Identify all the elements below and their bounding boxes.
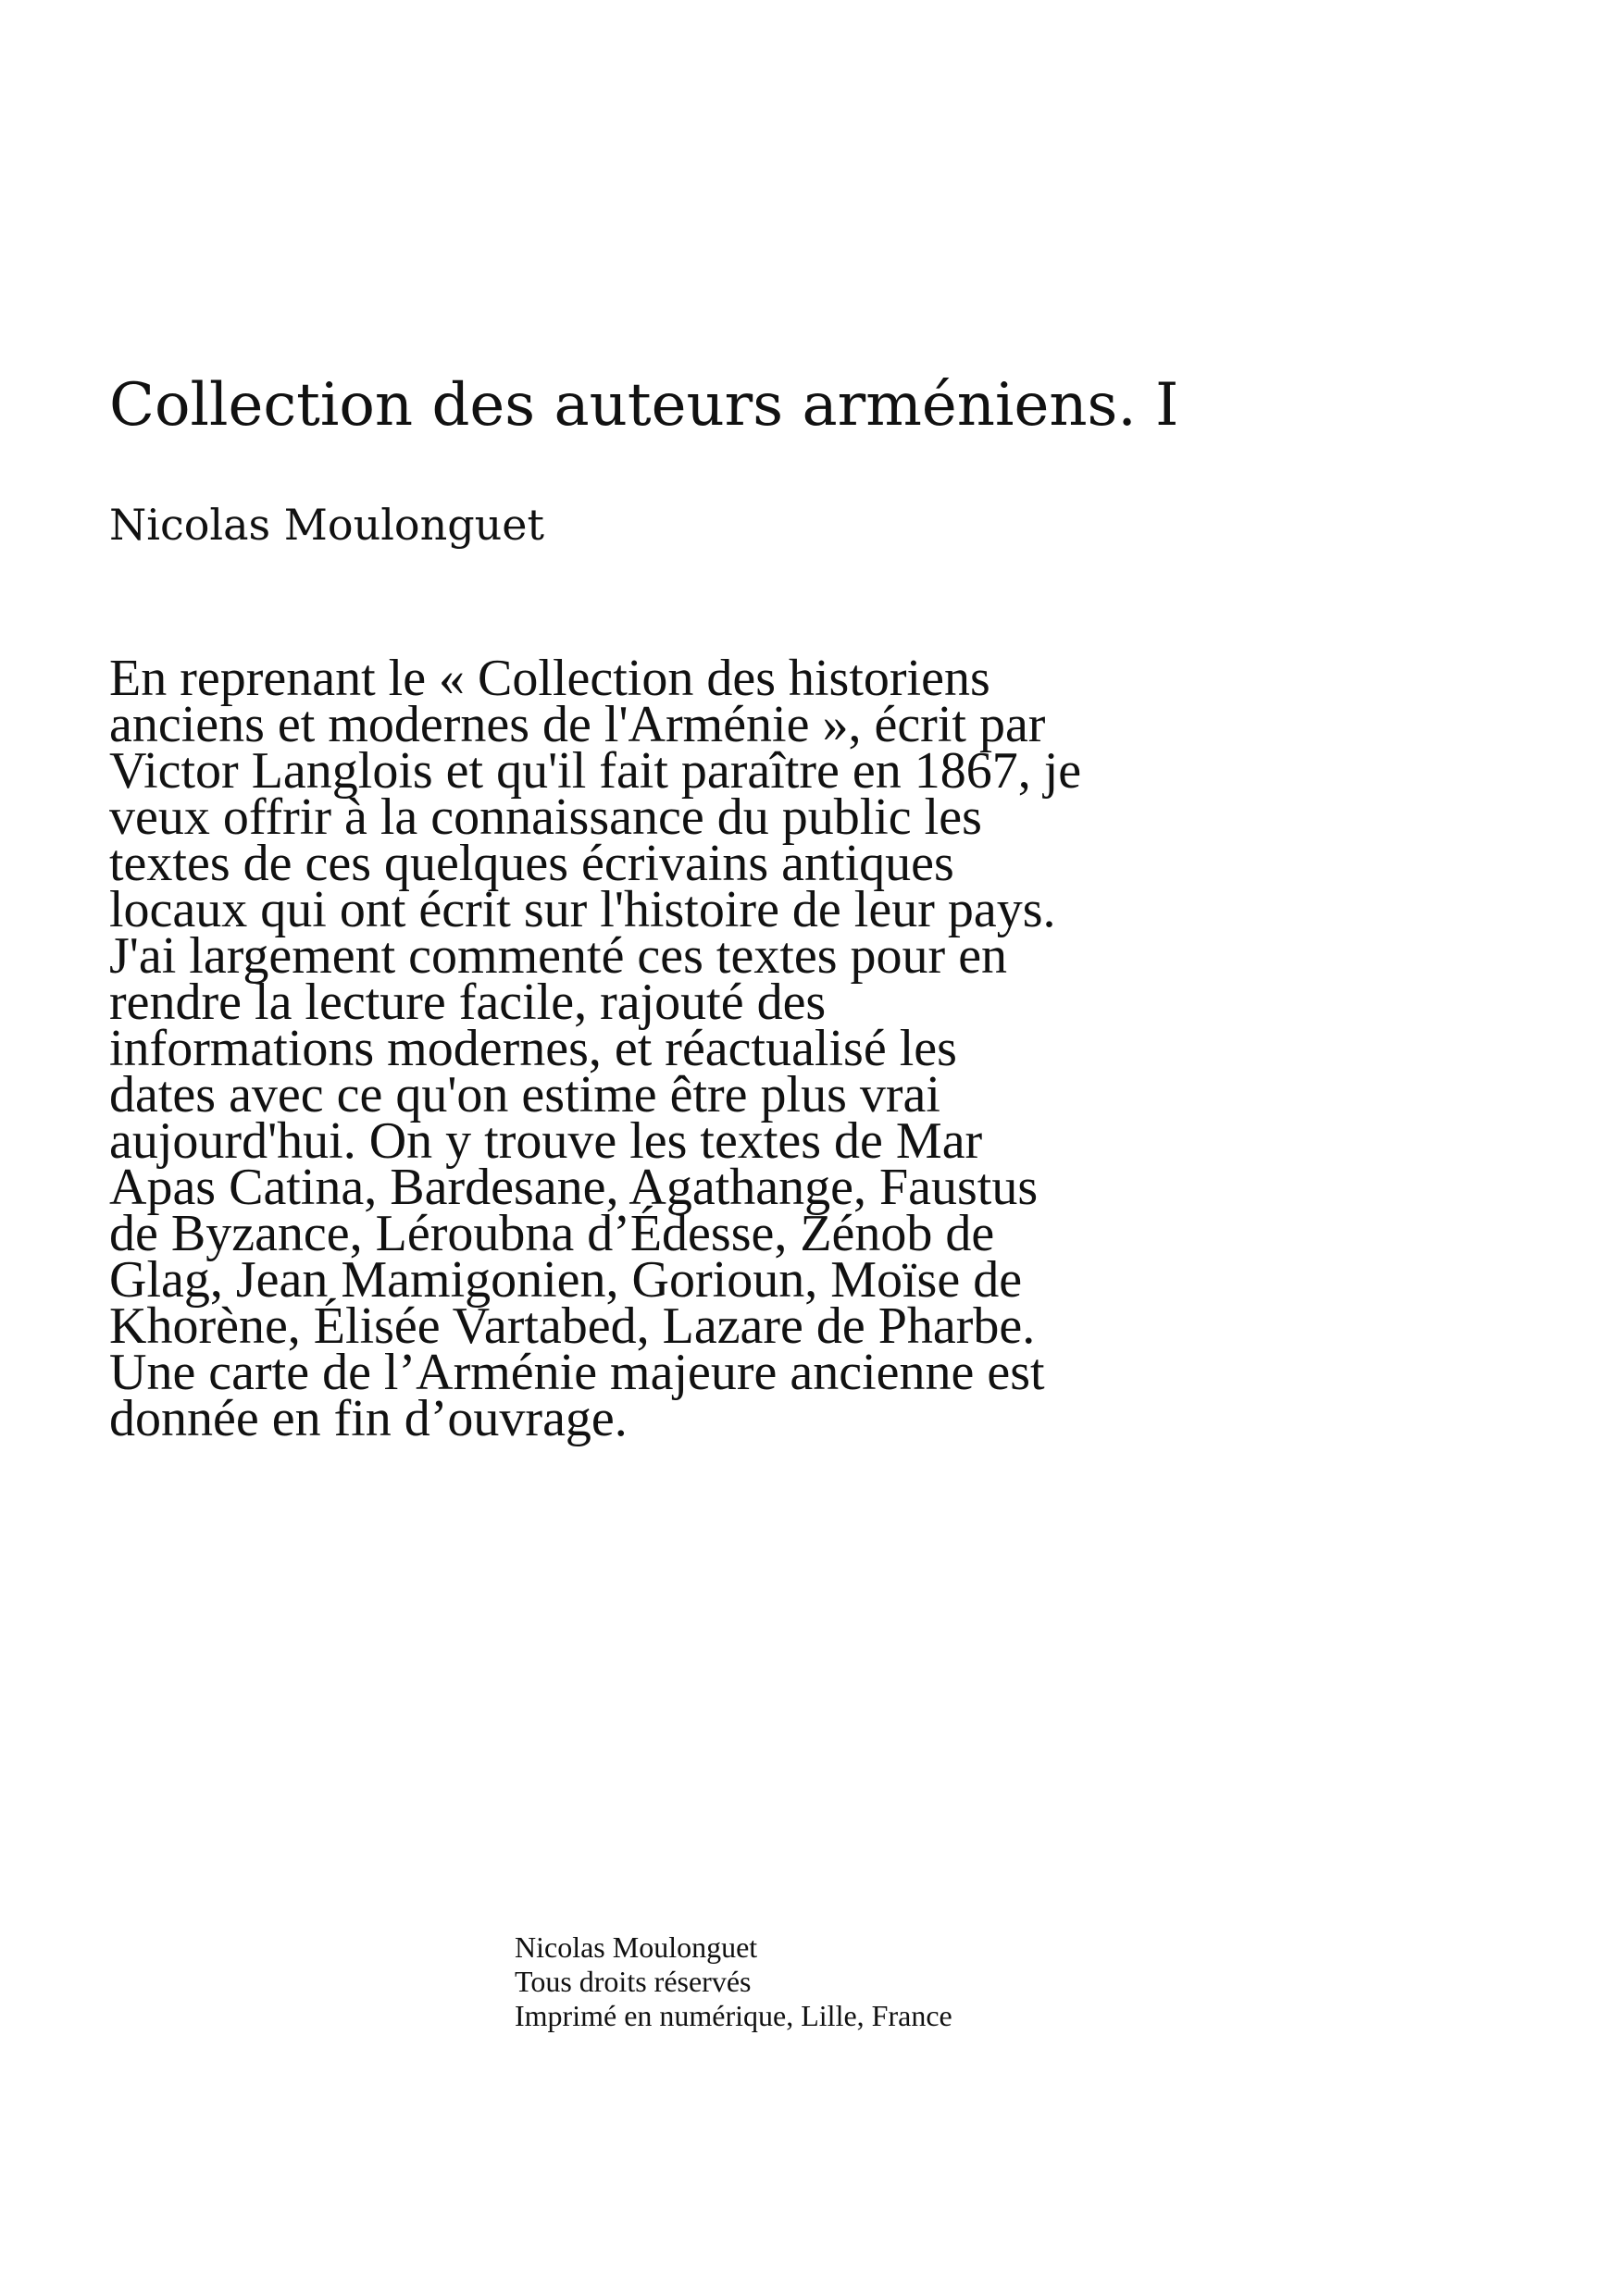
summary-line: En reprenant le « Collection des historiens: [109, 650, 990, 707]
summary-line: rendre la lecture facile, rajouté des: [109, 974, 827, 1031]
summary-line: J'ai largement commenté ces textes pour en: [109, 927, 1008, 985]
summary-line: de Byzance, Léroubna d’Édesse, Zénob de: [109, 1205, 995, 1262]
summary-line: informations modernes, et réactualisé les: [109, 1020, 957, 1077]
summary-line: aujourd'hui. On y trouve les textes de Mar: [109, 1112, 983, 1170]
book-title: Collection des auteurs arméniens. I: [109, 371, 1179, 440]
summary-line: Glag, Jean Mamigonien, Gorioun, Moïse de: [109, 1251, 1023, 1309]
imprint-author: Nicolas Moulonguet: [515, 1930, 758, 1964]
summary-line: anciens et modernes de l'Arménie », écrit par: [109, 696, 1046, 753]
summary-line: Khorène, Élisée Vartabed, Lazare de Pharbe.: [109, 1297, 1036, 1355]
summary-line: dates avec ce qu'on estime être plus vrai: [109, 1066, 940, 1123]
summary-line: donnée en fin d’ouvrage.: [109, 1390, 628, 1447]
summary-line: locaux qui ont écrit sur l'histoire de leur pays.: [109, 881, 1056, 938]
summary-line: Apas Catina, Bardesane, Agathange, Faustus: [109, 1159, 1039, 1216]
imprint-block: [515, 1930, 952, 2033]
imprint-rights: Tous droits réservés: [515, 1965, 752, 1998]
book-summary: [109, 650, 1276, 1447]
imprint-printed: Imprimé en numérique, Lille, France: [515, 1999, 952, 2032]
author-name: Nicolas Moulonguet: [109, 500, 545, 550]
summary-line: veux offrir à la connaissance du public les: [109, 788, 982, 846]
summary-line: Victor Langlois et qu'il fait paraître en 1867, je: [109, 742, 1082, 800]
summary-line: Une carte de l’Arménie majeure ancienne est: [109, 1344, 1045, 1401]
summary-line: textes de ces quelques écrivains antiques: [109, 835, 954, 892]
